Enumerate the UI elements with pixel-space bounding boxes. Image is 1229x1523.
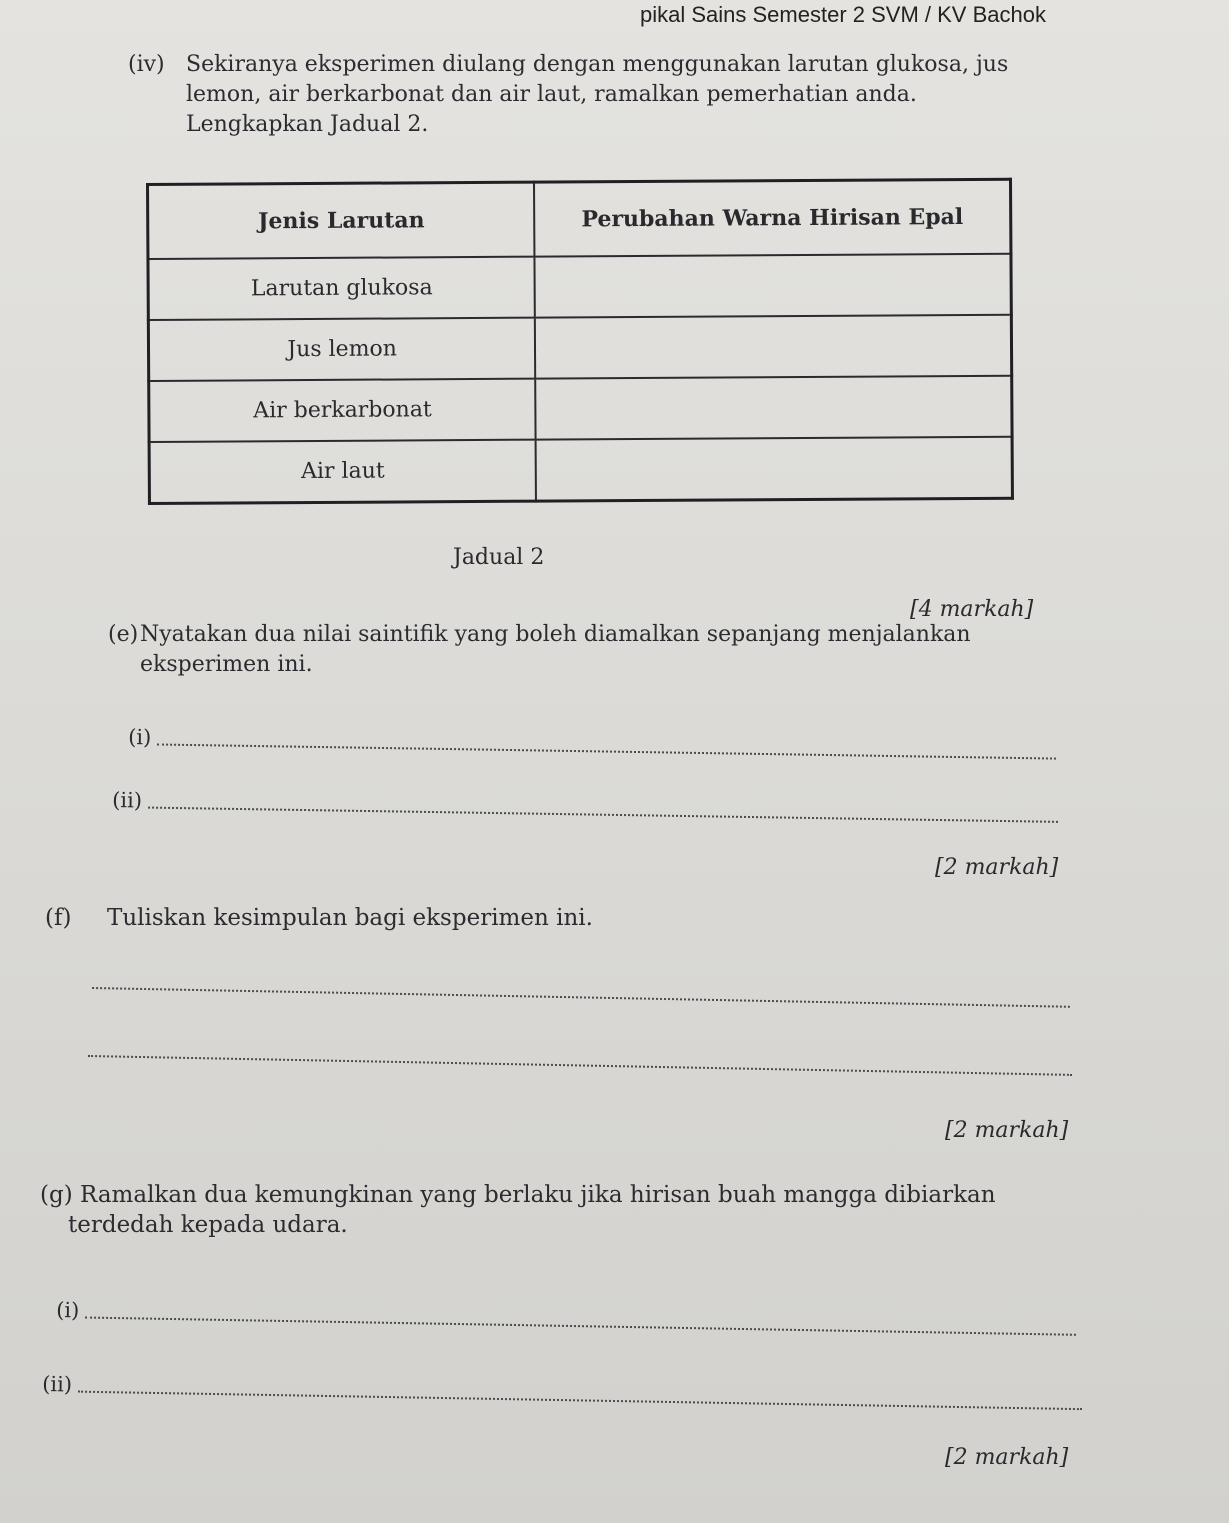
dotted-line[interactable] [88,1043,1072,1076]
dotted-line[interactable] [148,795,1058,823]
question-number: (iv) [128,52,165,77]
question-text-line: terdedah kepada udara. [68,1212,348,1238]
solution-cell: Jus lemon [148,318,535,381]
answer-label: (i) [56,1298,80,1323]
table-caption: Jadual 2 [453,545,545,570]
question-iv [128,50,1028,140]
marks-label: [4 markah] [910,597,1034,622]
marks-label: [2 markah] [945,1445,1069,1470]
column-header-solution-type: Jenis Larutan [148,182,535,259]
question-number: (g) [40,1182,73,1208]
answer-label: (ii) [112,788,143,813]
question-e [108,620,1068,680]
answer-line-e-ii[interactable] [112,788,1058,827]
question-number: (f) [45,905,72,931]
answer-line-e-i[interactable] [128,725,1056,764]
column-header-colour-change: Perubahan Warna Hirisan Epal [534,179,1011,256]
answer-line-f-1[interactable] [92,975,1070,1012]
answer-label: (i) [128,725,152,750]
table-row [149,437,1012,504]
running-header: pikal Sains Semester 2 SVM / KV Bachok [640,2,1046,27]
question-text-line: Sekiranya eksperimen diulang dengan menggunakan larutan glukosa, jus [186,52,1009,77]
observation-table [146,178,1014,505]
table-header-row [148,179,1011,259]
answer-label: (ii) [42,1372,73,1397]
question-text-line: Lengkapkan Jadual 2. [186,112,429,137]
question-text-line: Ramalkan dua kemungkinan yang berlaku jika hirisan buah mangga dibiarkan [80,1182,996,1208]
table-row [148,254,1011,320]
question-number: (e) [108,622,139,647]
answer-cell[interactable] [535,376,1012,440]
dotted-line[interactable] [85,1305,1076,1336]
question-f [45,903,1075,933]
question-g [40,1180,1090,1240]
marks-label: [2 markah] [935,855,1059,880]
answer-line-g-ii[interactable] [42,1372,1082,1414]
observation-table-wrap [146,178,1014,530]
table-row [148,315,1011,381]
solution-cell: Larutan glukosa [148,257,535,320]
marks-label: [2 markah] [945,1118,1069,1143]
dotted-line[interactable] [78,1379,1082,1411]
question-text [68,1180,1090,1240]
question-text: Nyatakan dua nilai saintifik yang boleh diamalkan sepanjang menjalankan eksperimen ini. [140,622,971,677]
answer-cell[interactable] [535,315,1012,379]
answer-cell[interactable] [536,437,1013,501]
answer-line-g-i[interactable] [56,1298,1076,1340]
dotted-line[interactable] [157,731,1056,759]
answer-cell[interactable] [535,254,1012,318]
question-text: Tuliskan kesimpulan bagi eksperimen ini. [107,905,593,931]
dotted-line[interactable] [92,975,1070,1008]
solution-cell: Air laut [149,440,536,504]
answer-line-f-2[interactable] [88,1043,1072,1080]
question-text [186,50,1028,140]
solution-cell: Air berkarbonat [149,379,536,442]
table-row [149,376,1012,442]
question-text-line: lemon, air berkarbonat dan air laut, ramalkan pemerhatian anda. [186,82,917,107]
